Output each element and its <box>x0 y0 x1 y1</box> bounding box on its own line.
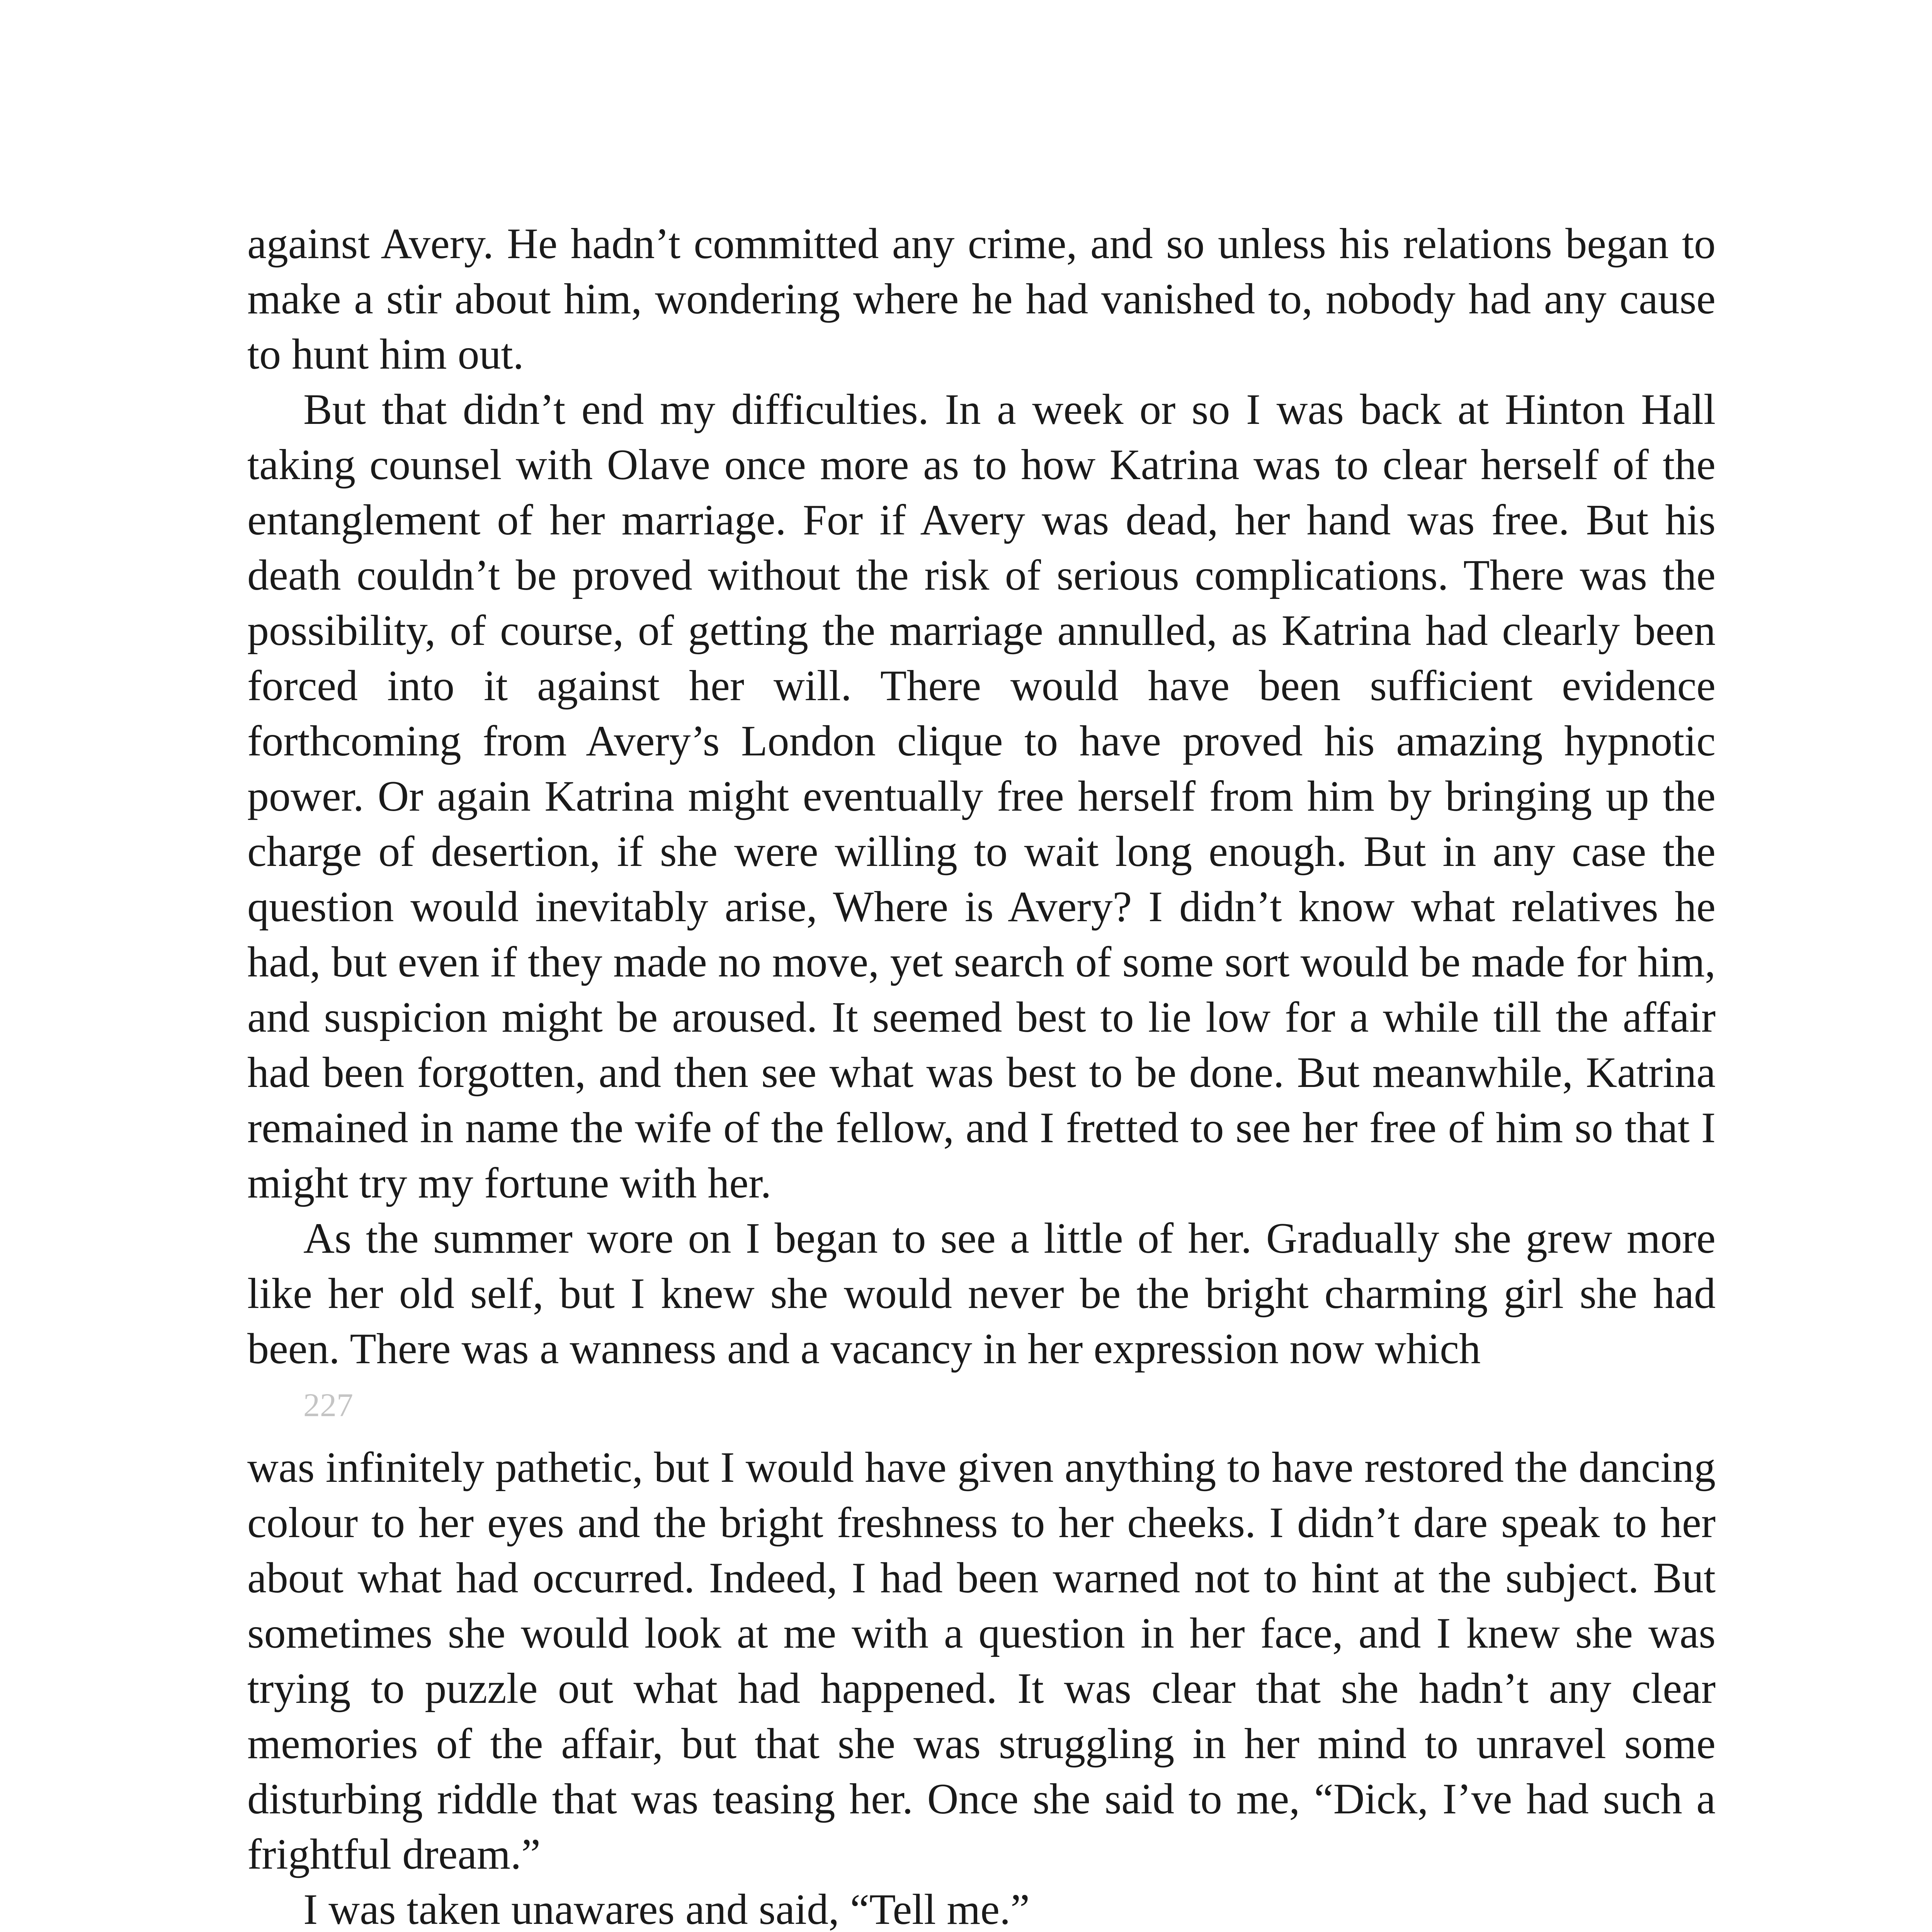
paragraph-3: As the summer wore on I began to see a little of her. Gradually she grew more like her old self, but I knew she would never be the bright charming girl she had been. There was a wanness and a vacancy in her expression now which <box>247 1214 1716 1373</box>
paragraph-5: I was taken unawares and said, “Tell me.” <box>303 1886 1030 1932</box>
paragraph-1: against Avery. He hadn’t committed any crime, and so unless his relations began to make a stir about him, wondering where he had vanished to, nobody had any cause to hunt him out. <box>247 220 1716 378</box>
paragraph-4: was infinitely pathetic, but I would have given anything to have restored the dancing colour to her eyes and the bright freshness to her cheeks. I didn’t dare speak to her about what had occurred. Indeed, I had been warned not to hint at the subject. But sometimes she would look at me with a question in her face, and I knew she was trying to puzzle out what had happened. It was clear that she hadn’t any clear memories of the affair, but that she was struggling in her mind to unravel some disturbing riddle that was teasing her. Once she said to me, “Dick, I’ve had such a frightful dream.” <box>247 1444 1716 1878</box>
document-page <box>247 216 1716 1932</box>
paragraph-2: But that didn’t end my difficulties. In a week or so I was back at Hinton Hall taking counsel with Olave once more as to how Katrina was to clear herself of the entanglement of her marriage. For if Avery was dead, her hand was free. But his death couldn’t be proved without the risk of serious complications. There was the possibility, of course, of getting the marriage annulled, as Katrina had clearly been forced into it against her will. There would have been sufficient evidence forthcoming from Avery’s London clique to have proved his amazing hypnotic power. Or again Katrina might eventually free herself from him by bringing up the charge of desertion, if she were willing to wait long enough. But in any case the question would inevitably arise, Where is Avery? I didn’t know what relatives he had, but even if they made no move, yet search of some sort would be made for him, and suspicion might be aroused. It seemed best to lie low for a while till the affair had been forgotten, and then see what was best to be done. But meanwhile, Katrina remained in name the wife of the fellow, and I fretted to see her free of him so that I might try my fortune with her. <box>247 386 1716 1207</box>
page-number: 227 <box>303 1386 353 1423</box>
